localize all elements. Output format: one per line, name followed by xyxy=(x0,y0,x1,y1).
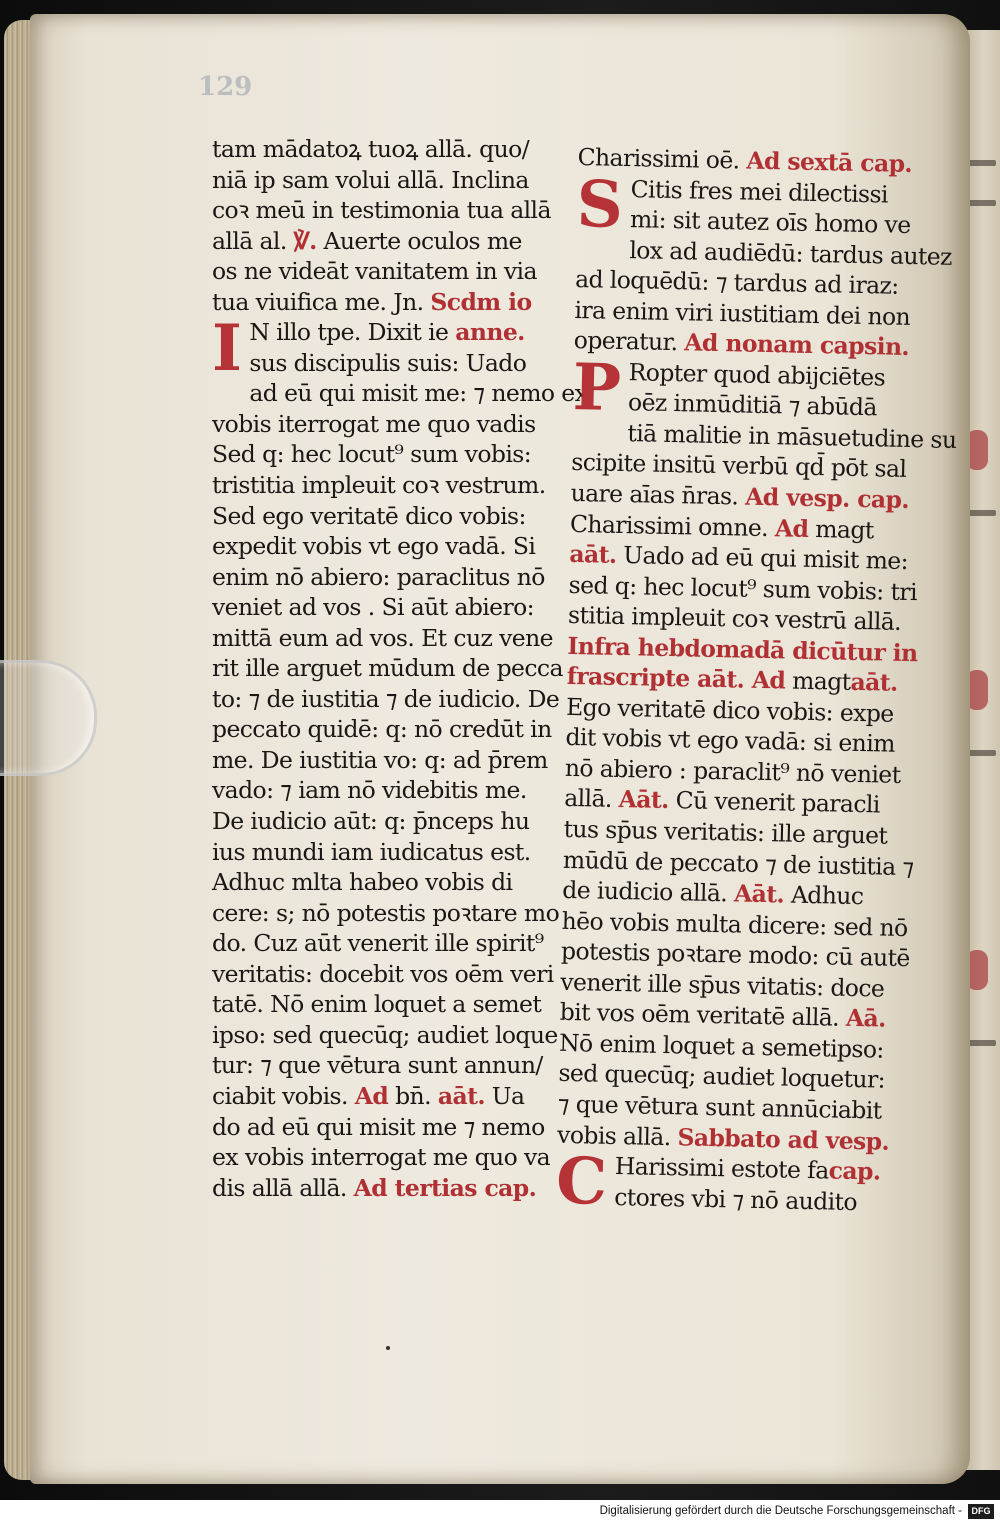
body-text: os ne videāt vanitatem in via xyxy=(212,257,537,286)
body-text: Adhuc xyxy=(783,880,864,911)
body-text: veritatis: docebit vos oēm veri xyxy=(212,959,554,988)
body-text: potestis poꝛtare modo: cū autē xyxy=(560,937,911,973)
text-line xyxy=(212,1173,562,1204)
body-text: ⁊ que vētura sunt annūciabit xyxy=(557,1089,882,1125)
body-text: do ad eū qui misit me ⁊ nemo xyxy=(212,1112,545,1141)
body-text: hēo vobis multa dicere: sed nō xyxy=(561,906,908,942)
body-text: Ego veritatē dico vobis: expe xyxy=(565,692,894,728)
body-text: expedit vobis vt ego vadā. Si xyxy=(212,532,536,561)
body-text: Auerte oculos me xyxy=(316,226,522,255)
body-text: oēz inmūditiā ⁊ abūdā xyxy=(627,388,878,422)
body-text: sed quecūq; audiet loquetur: xyxy=(558,1059,886,1095)
text-line xyxy=(212,348,562,379)
body-text: Uado ad eū qui misit me: xyxy=(616,541,909,576)
body-text: operatur. xyxy=(573,326,685,357)
rubric-text: Ad xyxy=(354,1081,389,1110)
rubric-text: Ad tertias cap. xyxy=(353,1173,537,1202)
rubric-text: Sabbato ad vesp. xyxy=(677,1122,890,1156)
body-text: dit vobis vt ego vadā: si enim xyxy=(565,723,896,759)
body-text: Adhuc mlta habeo vobis di xyxy=(212,868,513,897)
text-line xyxy=(212,775,562,806)
body-text: niā ip sam volui allā. Inclina xyxy=(212,165,529,194)
body-text: scipite insitū verbū qd̄ pōt sal xyxy=(570,448,907,484)
footer-bar xyxy=(0,1500,1000,1524)
body-text: venerit ille sp̄us vitatis: doce xyxy=(560,967,885,1003)
body-text: bit vos oēm veritatē allā. xyxy=(559,998,847,1033)
text-line xyxy=(212,165,562,196)
body-text: ex vobis interrogat me quo va xyxy=(212,1143,551,1172)
body-text: coꝛ meū in testimonia tua allā xyxy=(212,196,551,225)
text-line xyxy=(212,928,562,959)
body-text: veniet ad vos . Si aūt abiero: xyxy=(212,593,534,622)
body-text: ciabit vobis. xyxy=(212,1081,355,1110)
rubric-text: Ad vesp. cap. xyxy=(744,482,910,515)
body-text: tiā malitie in māsuetudine su xyxy=(627,419,957,454)
body-text: rit ille arguet mūdum de pecca xyxy=(212,654,563,683)
body-text: cere: s; nō potestis poꝛtare mo xyxy=(212,898,560,927)
rubricated-initial: P xyxy=(572,349,622,426)
text-line xyxy=(212,287,562,318)
rubric-text: Aā. xyxy=(845,1004,887,1033)
body-text: Sed ego veritatē dico vobis: xyxy=(212,501,526,530)
text-line xyxy=(212,256,562,287)
rubric-text: Ad sextā cap. xyxy=(746,146,913,178)
body-text: Harissimi estote fa xyxy=(614,1152,830,1185)
text-line xyxy=(212,959,562,990)
text-line xyxy=(212,898,562,929)
text-line xyxy=(212,623,562,654)
footer-credit: Digitalisierung gefördert durch die Deutsche Forschungsgemeinschaft - xyxy=(599,1505,962,1517)
body-text: ad loquēdū: ⁊ tardus ad iraz: xyxy=(574,265,899,300)
rubric-text: Infra hebdomadā dicūtur in xyxy=(567,631,918,667)
text-line xyxy=(212,592,562,623)
text-line xyxy=(212,837,562,868)
body-text: lox ad audiēdū: tardus autez xyxy=(629,235,953,271)
body-text: tam mādatoꝝ tuoꝝ allā. quo/ xyxy=(212,135,530,163)
text-line xyxy=(212,470,562,501)
text-line xyxy=(212,1112,562,1143)
rubricated-initial: I xyxy=(212,311,242,387)
text-line xyxy=(212,439,562,470)
body-text: Cū venerit paracli xyxy=(668,786,881,819)
text-line xyxy=(212,531,562,562)
body-text: Sed q: hec locut⁹ sum vobis: xyxy=(212,440,532,469)
body-text: Charissimi omne. xyxy=(569,509,776,542)
body-text: Nō enim loquet a semetipso: xyxy=(558,1028,885,1064)
body-text: sed q: hec locut⁹ sum vobis: tri xyxy=(568,570,918,606)
rubric-text: anne. xyxy=(455,318,525,347)
body-text: tristitia impleuit coꝛ vestrum. xyxy=(212,471,546,500)
body-text: N illo tpe. Dixit ie xyxy=(249,318,456,347)
body-text: enim nō abiero: paraclitus nō xyxy=(212,562,545,591)
body-text: ctores vbi ⁊ nō audito xyxy=(613,1182,858,1216)
text-line xyxy=(212,226,562,257)
body-text: vobis allā. xyxy=(556,1120,678,1151)
body-text: magt xyxy=(808,514,874,544)
body-text: Ua xyxy=(484,1081,525,1110)
left-text-column xyxy=(212,134,588,1203)
text-line xyxy=(212,1020,562,1051)
body-text: tua viuifica me. Jn. xyxy=(212,287,431,316)
right-text-column xyxy=(555,142,957,1220)
text-line xyxy=(212,714,562,745)
ink-dot xyxy=(386,1346,390,1350)
text-line xyxy=(212,989,562,1020)
body-text: nō abiero : paraclit⁹ nō veniet xyxy=(564,753,901,789)
text-line xyxy=(212,1142,562,1173)
rubricated-initial: S xyxy=(575,166,624,243)
body-text: mi: sit autez oīs homo ve xyxy=(629,205,911,240)
body-text: tus sp̄us veritatis: ille arguet xyxy=(563,814,888,850)
rubric-text: Scdm io xyxy=(430,287,532,316)
body-text: Citis fres mei dilectissi xyxy=(630,174,889,209)
body-text: peccato quidē: q: nō credūt in xyxy=(212,715,552,744)
body-text: bn̄. xyxy=(388,1081,438,1110)
body-text: tur: ⁊ que vētura sunt annun/ xyxy=(212,1051,543,1080)
body-text: tatē. Nō enim loquet a semet xyxy=(212,990,542,1019)
rubric-text: Aāt. xyxy=(733,879,785,909)
text-line xyxy=(212,745,562,776)
text-line xyxy=(212,653,562,684)
rubric-text: aāt. xyxy=(437,1081,485,1110)
dfg-logo: DFG xyxy=(968,1504,994,1519)
body-text: uare aīas n̄ras. xyxy=(570,478,746,511)
text-line xyxy=(212,1081,562,1112)
rubric-text: cap. xyxy=(828,1156,881,1186)
body-text: allā al. xyxy=(212,226,294,255)
body-text: Charissimi oē. xyxy=(577,142,747,175)
body-text: allā. xyxy=(563,784,619,814)
body-text: ius mundi iam iudicatus est. xyxy=(212,837,531,866)
rubric-text: Ad nonam capsin. xyxy=(684,328,910,362)
text-line xyxy=(212,684,562,715)
rubric-text: Aāt. xyxy=(618,785,670,815)
body-text: vobis iterrogat me quo vadis xyxy=(212,409,536,438)
body-text: mūdū de peccato ⁊ de iustitia ⁊ xyxy=(562,845,914,881)
body-text: do. Cuz aūt venerit ille spirit⁹ xyxy=(212,929,544,958)
body-text: sus discipulis suis: Uado xyxy=(249,348,527,377)
body-text: mittā eum ad vos. Et cuz vene xyxy=(212,623,553,652)
text-line xyxy=(212,134,562,165)
text-line xyxy=(212,1050,562,1081)
text-line xyxy=(212,867,562,898)
body-text: ira enim viri iustitiam dei non xyxy=(574,295,911,331)
body-text: stitia impleuit coꝛ vestrū allā. xyxy=(567,601,902,637)
text-line xyxy=(212,562,562,593)
body-text: to: ⁊ de iustitia ⁊ de iudicio. De xyxy=(212,684,560,713)
text-line xyxy=(212,195,562,226)
text-line xyxy=(212,501,562,532)
body-text: vado: ⁊ iam nō videbitis me. xyxy=(212,776,527,805)
rubric-text: frascripte aāt. Ad xyxy=(566,662,786,695)
rubric-text: aāt. xyxy=(569,540,617,570)
body-text: ad eū qui misit me: ⁊ nemo ex xyxy=(249,379,588,408)
body-text: de iudicio allā. xyxy=(562,875,735,908)
body-text: De iudicio aūt: q: p̄nceps hu xyxy=(212,807,530,836)
text-line xyxy=(212,806,562,837)
body-text: Ropter quod abijciētes xyxy=(628,357,886,392)
rubric-text: aāt. xyxy=(850,668,898,698)
folio-number: 129 xyxy=(198,72,253,102)
rubricated-initial: C xyxy=(555,1143,608,1220)
text-line xyxy=(212,409,562,440)
body-text: dis allā allā. xyxy=(212,1173,354,1202)
text-line xyxy=(212,378,588,409)
body-text: magt xyxy=(785,666,851,697)
body-text: ipso: sed quecūq; audiet loque xyxy=(212,1020,558,1049)
rubric-text: ℣. xyxy=(293,226,317,255)
rubric-text: Ad xyxy=(774,513,809,543)
body-text: me. De iustitia vo: q: ad p̄rem xyxy=(212,745,548,774)
